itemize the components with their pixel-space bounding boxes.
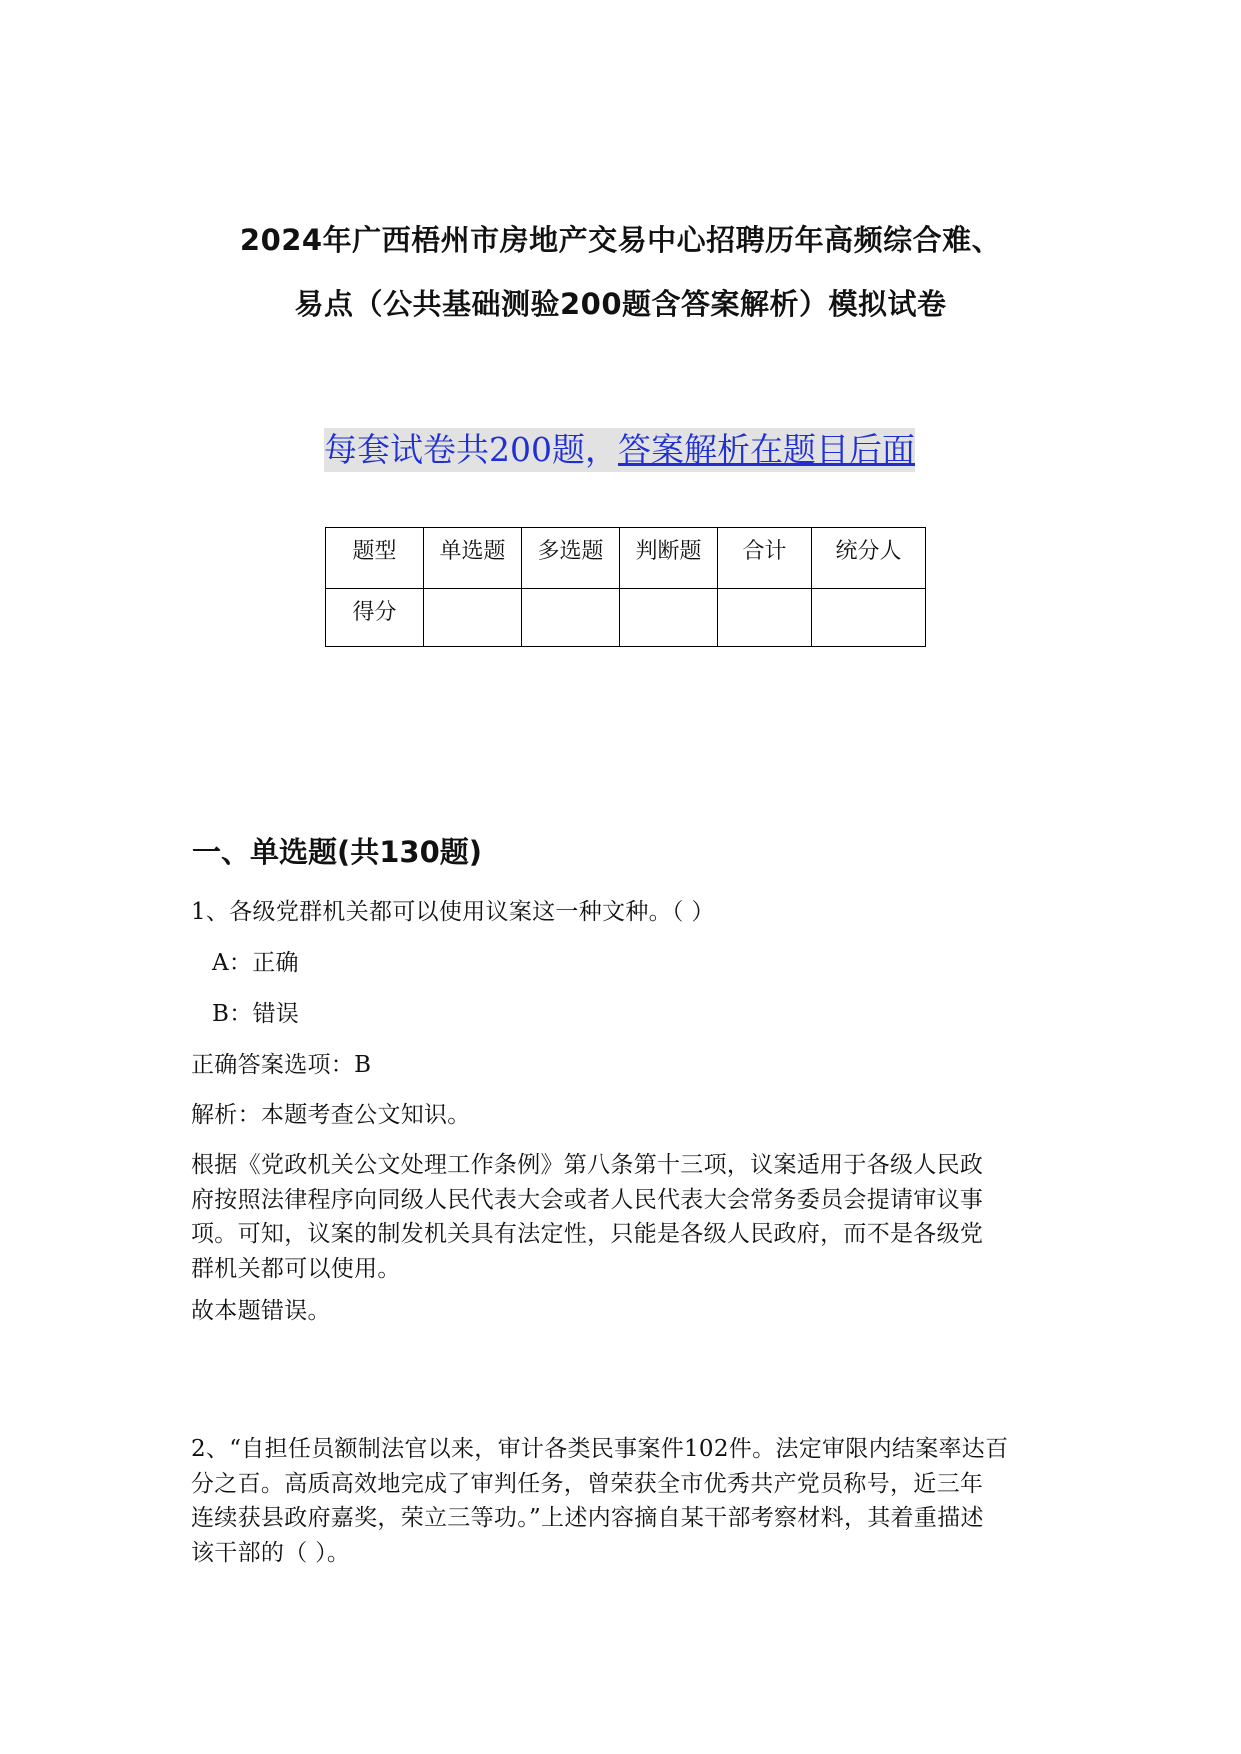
score-cell-scorer[interactable] <box>812 589 926 647</box>
detail-line: 根据《党政机关公文处理工作条例》第八条第十三项，议案适用于各级人民政 <box>191 1152 984 1178</box>
score-table <box>325 527 926 647</box>
stem-line: 连续获县政府嘉奖，荣立三等功。”上述内容摘自某干部考察材料，其着重描述 <box>191 1505 984 1531</box>
header-cell-type: 题型 <box>326 528 424 589</box>
question-1-detail <box>191 1148 1061 1286</box>
section-title: 一、单选题(共130题) <box>192 835 483 869</box>
question-1-option-a: A：正确 <box>212 950 299 976</box>
detail-line: 项。可知，议案的制发机关具有法定性，只能是各级人民政府，而不是各级党 <box>191 1221 984 1247</box>
score-table-score-row <box>326 589 926 647</box>
header-cell-single-choice: 单选题 <box>424 528 522 589</box>
document-title-line-1: 2024年广西梧州市房地产交易中心招聘历年高频综合难、 <box>239 223 1002 257</box>
question-1-stem: 1、各级党群机关都可以使用议案这一种文种。（ ） <box>191 899 715 925</box>
question-1-conclusion: 故本题错误。 <box>191 1298 331 1324</box>
question-1-option-b: B：错误 <box>212 1001 300 1027</box>
score-cell-true-false[interactable] <box>620 589 718 647</box>
notice-banner <box>324 428 915 472</box>
header-cell-multiple-choice: 多选题 <box>522 528 620 589</box>
question-1-answer: 正确答案选项：B <box>191 1052 372 1078</box>
header-cell-scorer: 统分人 <box>812 528 926 589</box>
stem-line: 该干部的（ ）。 <box>191 1539 351 1566</box>
score-table-header-row <box>326 528 926 589</box>
answer-location-link[interactable]: 答案解析在题目后面 <box>618 430 915 469</box>
detail-line: 府按照法律程序向同级人民代表大会或者人民代表大会常务委员会提请审议事 <box>191 1186 984 1213</box>
score-cell-multiple-choice[interactable] <box>522 589 620 647</box>
score-cell-single-choice[interactable] <box>424 589 522 647</box>
question-2-stem <box>191 1432 1061 1570</box>
score-cell-total[interactable] <box>718 589 812 647</box>
header-cell-true-false: 判断题 <box>620 528 718 589</box>
score-row-label: 得分 <box>326 589 424 647</box>
detail-line: 群机关都可以使用。 <box>191 1255 401 1282</box>
stem-line: 分之百。高质高效地完成了审判任务，曾荣获全市优秀共产党员称号，近三年 <box>191 1470 984 1497</box>
question-1-analysis: 解析：本题考查公文知识。 <box>191 1102 471 1128</box>
notice-text: 每套试卷共200题， <box>324 430 618 469</box>
document-title-line-2: 易点（公共基础测验200题含答案解析）模拟试卷 <box>294 287 947 321</box>
stem-line: 2、“自担任员额制法官以来，审计各类民事案件102件。法定审限内结案率达百 <box>191 1436 1009 1462</box>
header-cell-total: 合计 <box>718 528 812 589</box>
